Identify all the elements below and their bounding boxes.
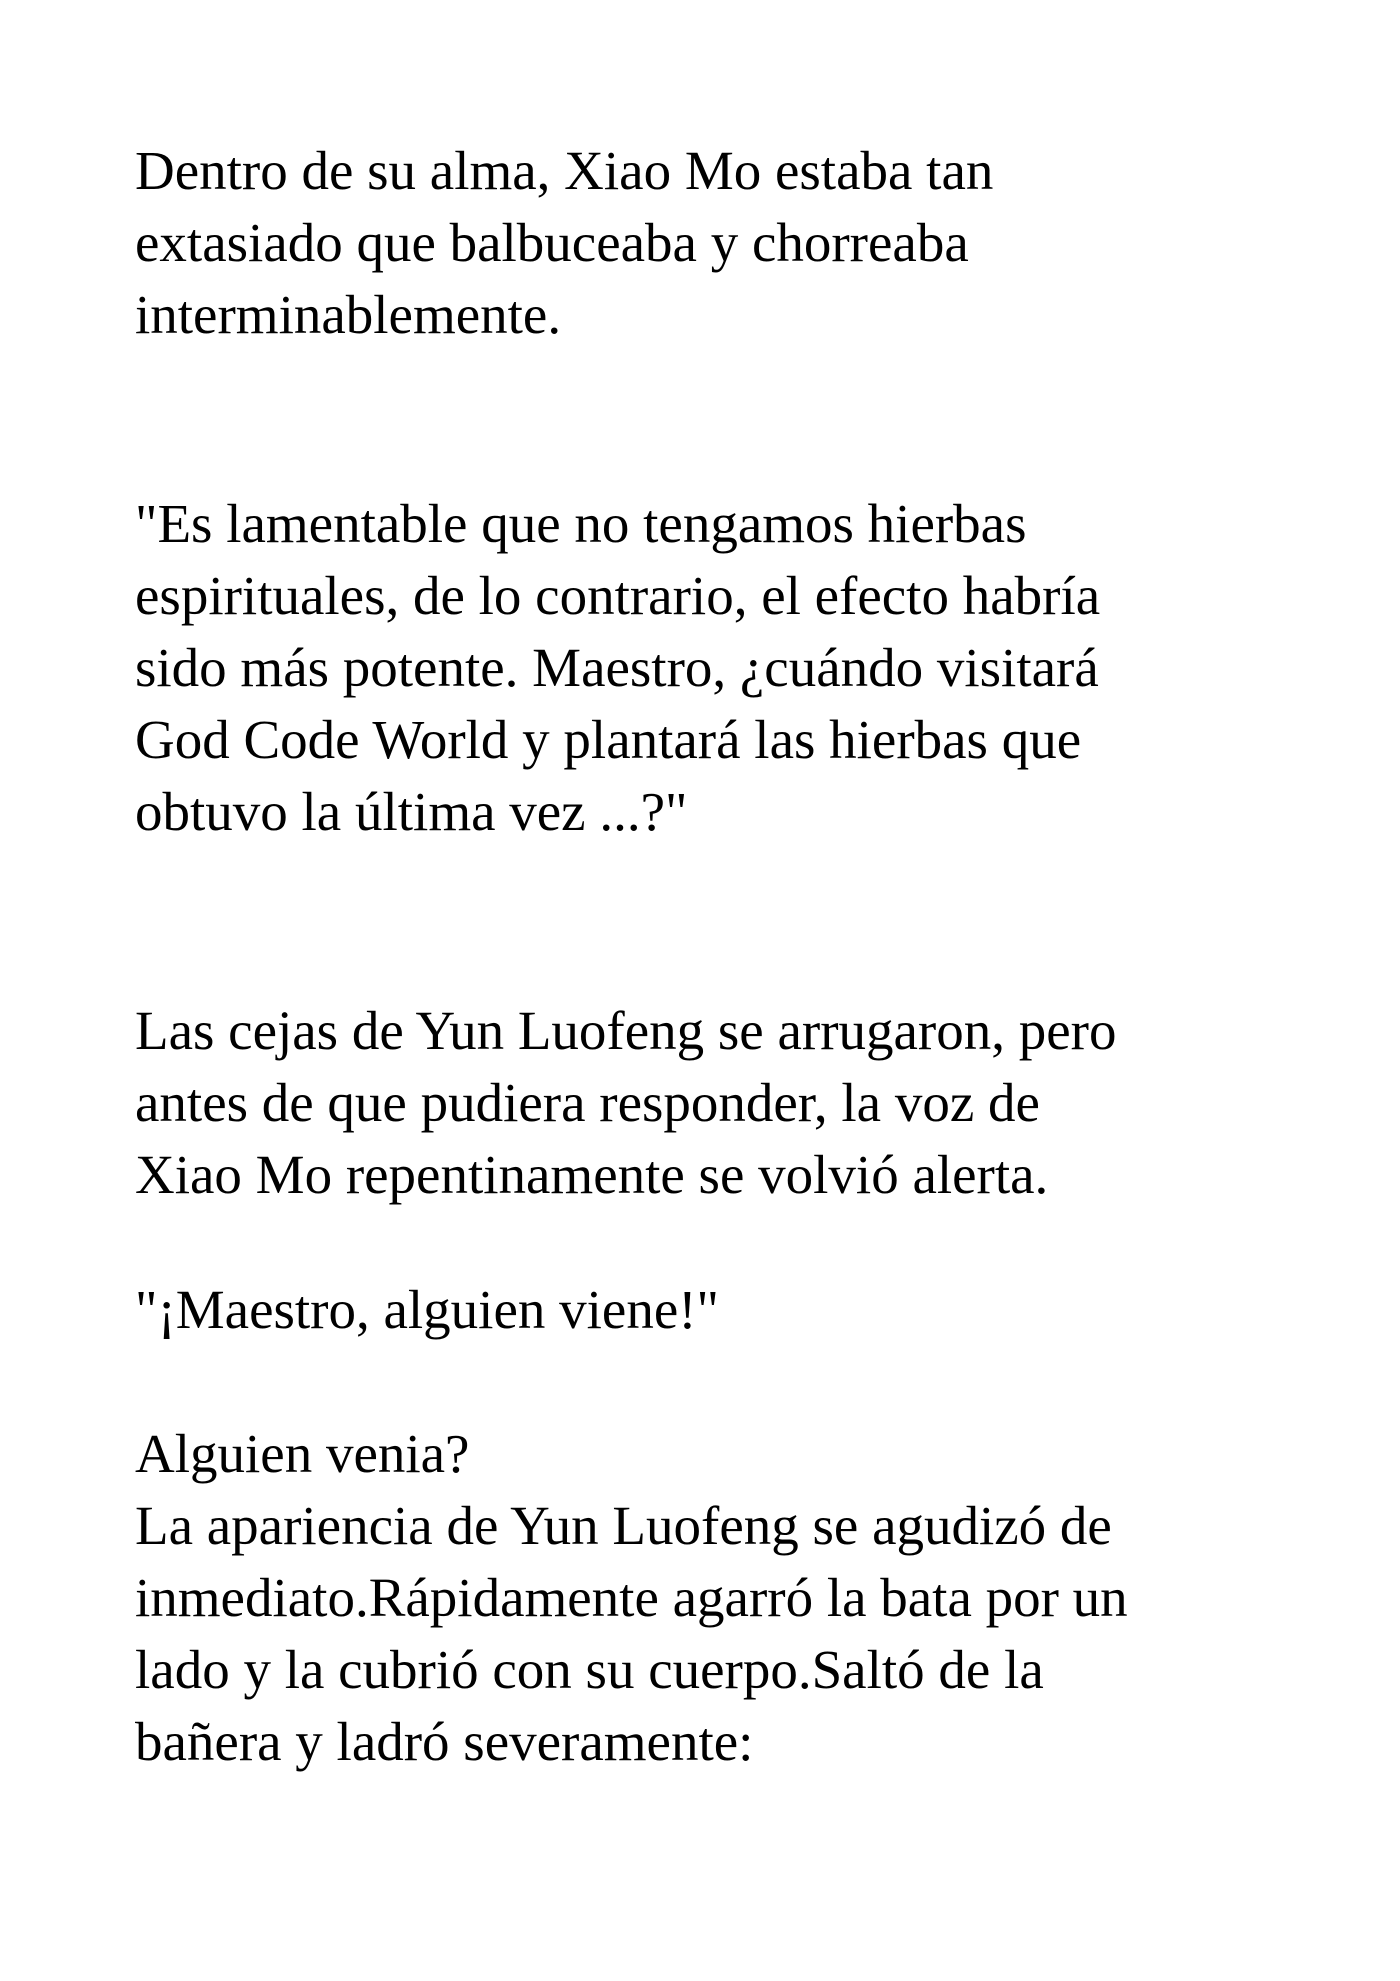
text-line: Dentro de su alma, Xiao Mo estaba tan	[135, 140, 994, 201]
text-line: inmediato.Rápidamente agarró la bata por un	[135, 1567, 1128, 1628]
paragraph-4	[135, 1274, 1335, 1346]
text-line: La apariencia de Yun Luofeng se agudizó de	[135, 1495, 1112, 1556]
text-line: extasiado que balbuceaba y chorreaba	[135, 212, 969, 273]
text-line: espirituales, de lo contrario, el efecto habría	[135, 565, 1101, 626]
text-line: Xiao Mo repentinamente se volvió alerta.	[135, 1144, 1049, 1205]
text-line: Alguien venia?	[135, 1423, 470, 1484]
paragraph-2	[135, 488, 1335, 848]
text-line: bañera y ladró severamente:	[135, 1711, 754, 1772]
text-line: "¡Maestro, alguien viene!"	[135, 1279, 719, 1340]
paragraph-5	[135, 1418, 1335, 1778]
text-line: sido más potente. Maestro, ¿cuándo visitará	[135, 637, 1099, 698]
text-line: obtuvo la última vez ...?"	[135, 781, 688, 842]
text-line: "Es lamentable que no tengamos hierbas	[135, 493, 1027, 554]
text-line: God Code World y plantará las hierbas que	[135, 709, 1082, 770]
text-line: antes de que pudiera responder, la voz de	[135, 1072, 1040, 1133]
paragraph-3	[135, 995, 1335, 1211]
text-line: lado y la cubrió con su cuerpo.Saltó de la	[135, 1639, 1044, 1700]
text-line: interminablemente.	[135, 284, 562, 345]
paragraph-1	[135, 135, 1335, 351]
text-line: Las cejas de Yun Luofeng se arrugaron, pero	[135, 1000, 1117, 1061]
